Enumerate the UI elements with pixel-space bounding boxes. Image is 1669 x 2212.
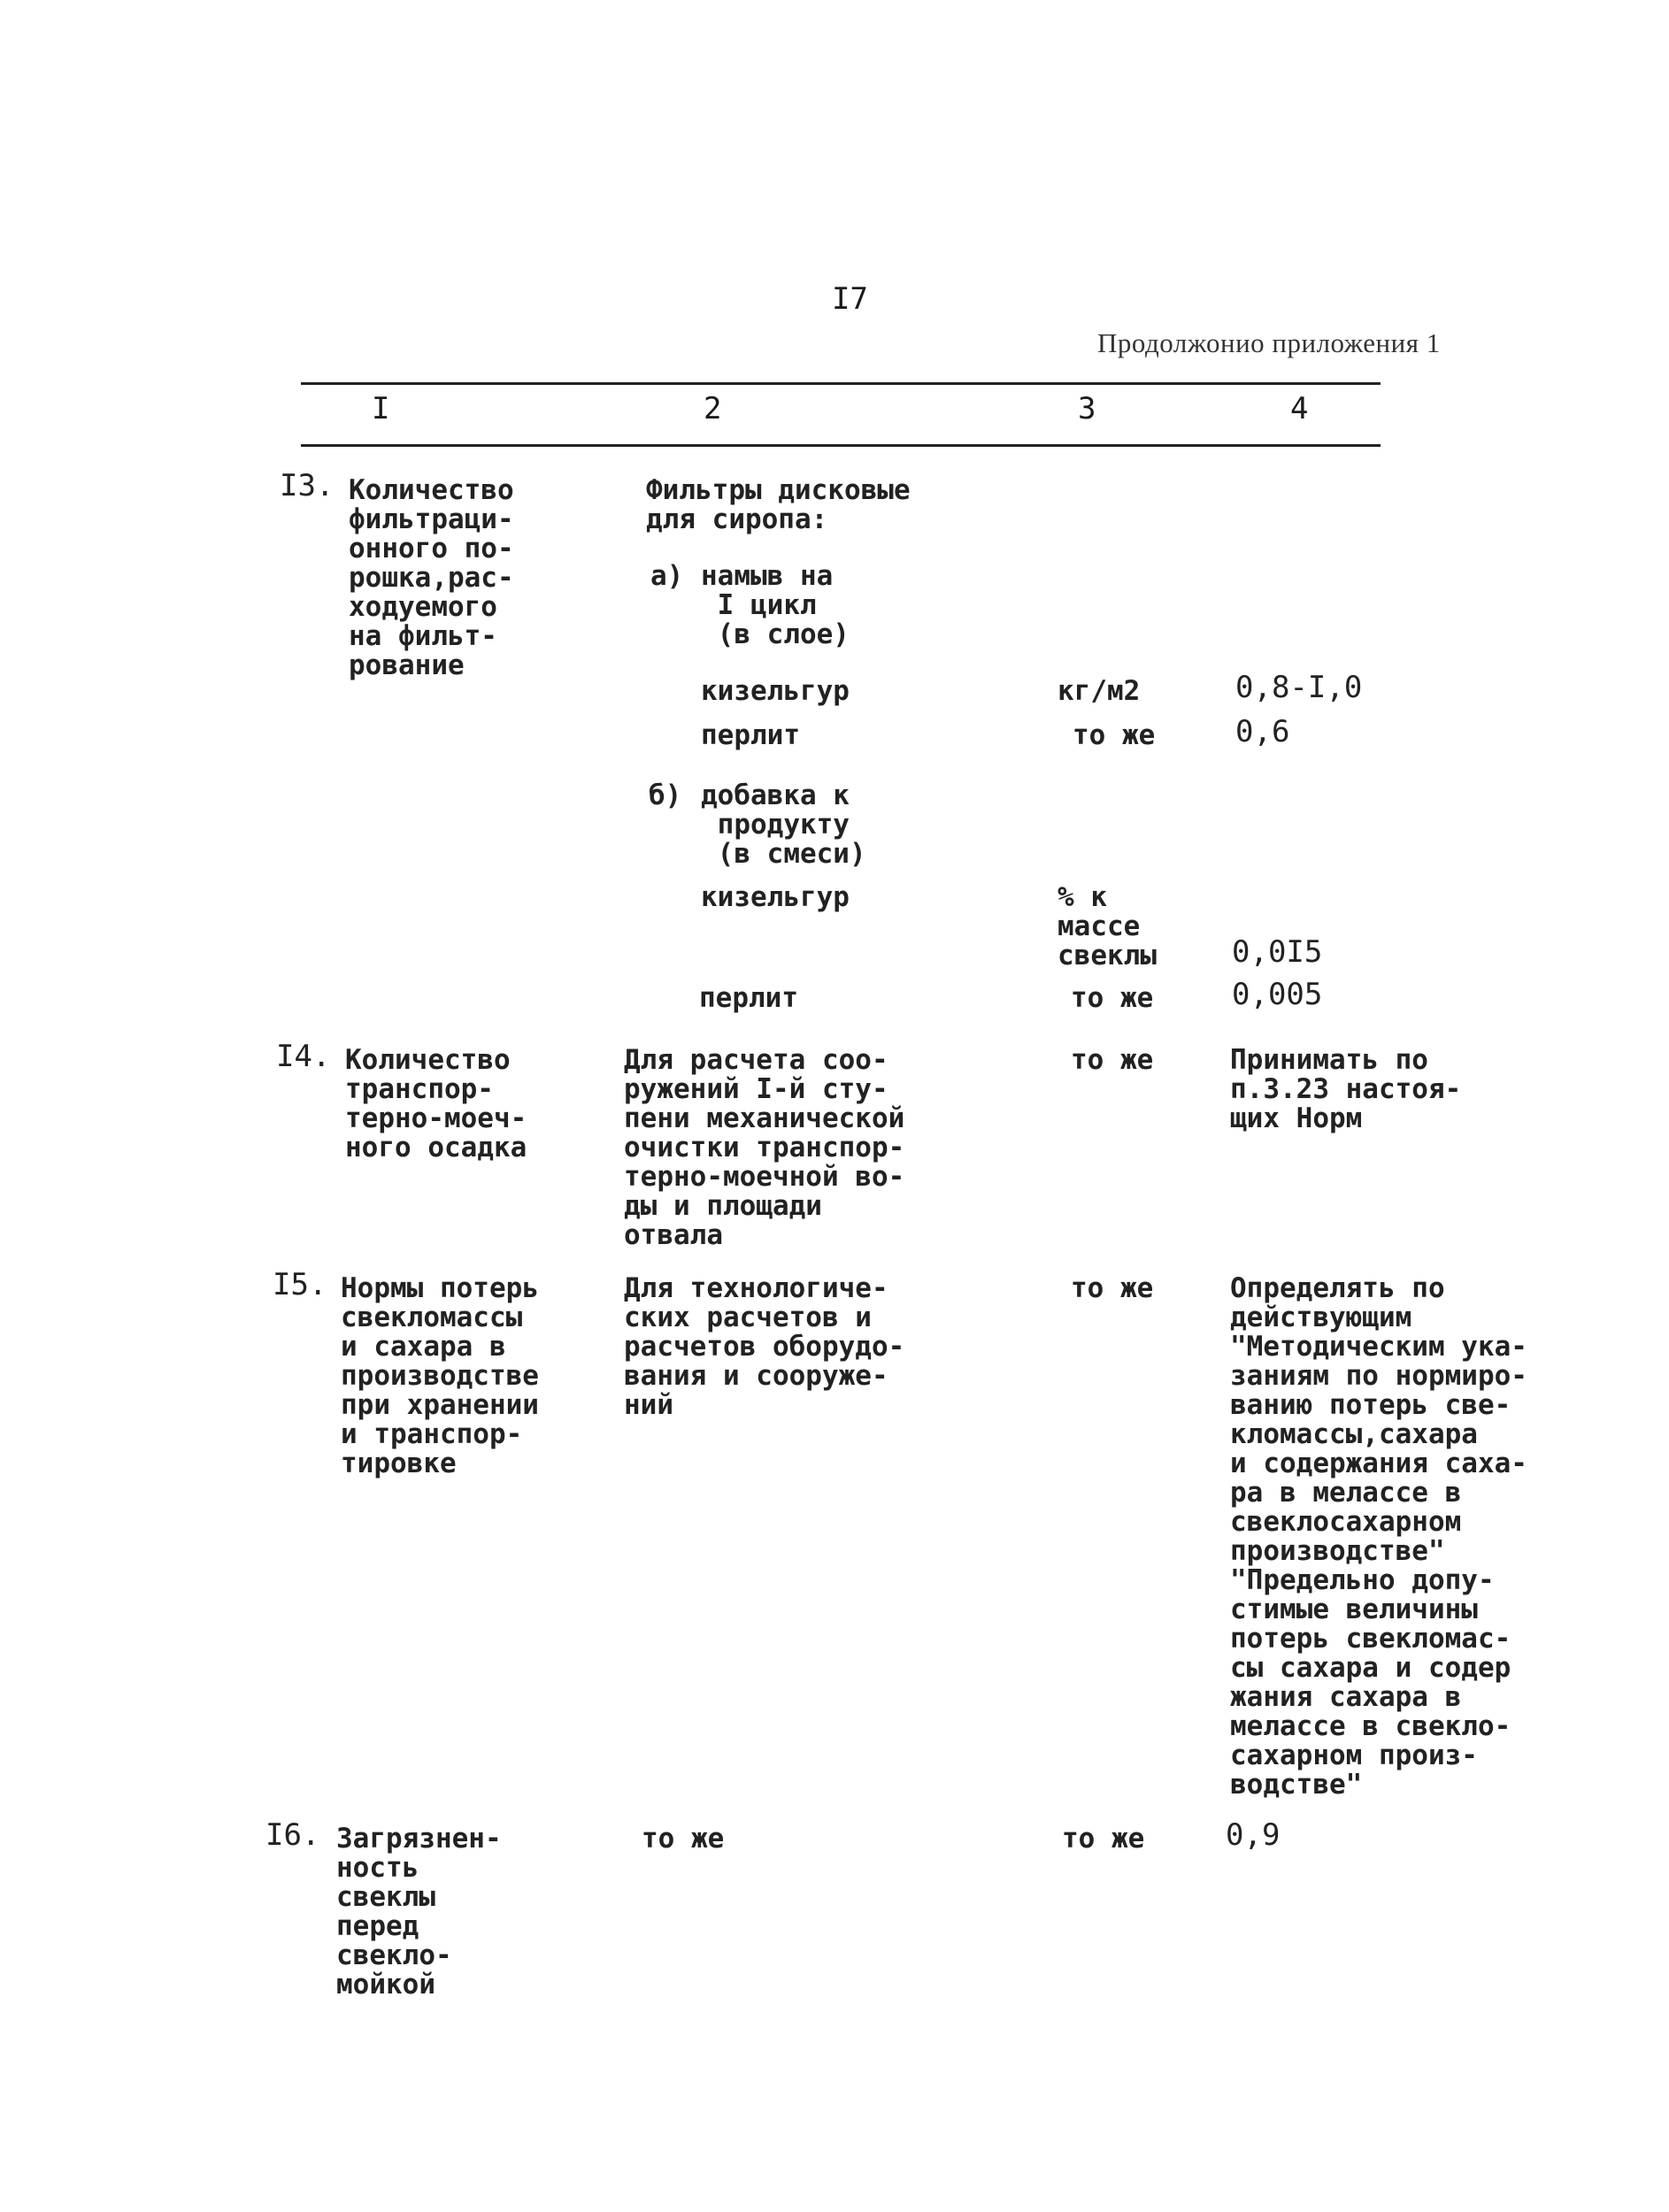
row-15-item: Нормы потерь свекломассы и сахара в производстве при хранении и транспор- тировке [341,1272,539,1479]
row-13-item: Количество фильтраци- онного по- рошка,рас- ходуемого на фильт- рование [349,474,514,681]
column-header-2: 2 [704,391,722,426]
row-14-item: Количество транспор- терно-моеч- ного осадка [345,1044,527,1164]
row-13-sub-a-label: а) [650,560,684,592]
row-14-purpose: Для расчета соо- ружений I-й сту- пени механической очистки транспор- терно-моечной во- ды и площади отвала [624,1044,905,1251]
row-15-unit: то же [1071,1272,1154,1304]
row-16-value: 0,9 [1226,1817,1281,1853]
row-13-number: I3. [280,468,335,503]
row-13-line-2-unit: то же [1073,719,1156,751]
row-13-line-3-unit: % к массе свеклы [1058,881,1157,972]
row-16-number: I6. [265,1817,320,1853]
row-13-sub-b-label: б) [649,780,682,811]
row-13-line-4-name: перлит [699,982,798,1014]
row-15-value: Определять по действующим "Методическим ука- заниям по нормиро- ванию потерь све- кломассы,сахара и содержания саха- ра в мелассе в свеклосахарном производстве" "Предельно допу- стимые величины потерь свекломас- сы сахара и содер жания сахара в мелассе в свекло- сахарном произ- водстве" [1230,1272,1527,1801]
row-13-line-2-value: 0,6 [1235,714,1290,749]
row-14-number: I4. [276,1039,331,1074]
row-16-item: Загрязнен- ность свеклы перед свекло- мойкой [336,1823,502,2001]
column-header-4: 4 [1290,391,1309,426]
row-13-line-3-name: кизельгур [701,881,850,913]
row-13-sub-a-text: намыв на I цикл (в слое) [701,560,850,650]
column-header-1: I [372,391,390,426]
row-13-line-2-name: перлит [701,719,800,751]
row-14-unit: то же [1071,1044,1154,1076]
row-13-sub-b-text: добавка к продукту (в смеси) [701,780,866,870]
table-top-rule [301,382,1381,385]
continuation-label: Продолжонио приложения 1 [1097,327,1441,358]
row-14-value: Принимать по п.3.23 настоя- щих Норм [1230,1044,1462,1134]
row-13-line-3-value: 0,0I5 [1232,934,1323,970]
row-15-purpose: Для технологиче- ских расчетов и расчетов оборудо- вания и сооруже- ний [624,1272,905,1421]
table-header-rule [301,444,1381,447]
row-13-line-1-value: 0,8-I,0 [1235,670,1363,705]
row-13-line-4-unit: то же [1071,982,1154,1014]
row-13-line-1-unit: кг/м2 [1058,675,1141,707]
column-header-3: 3 [1078,391,1096,426]
row-16-purpose: то же [642,1823,725,1855]
row-13-line-4-value: 0,005 [1232,977,1323,1012]
row-13-line-1-name: кизельгур [701,675,850,707]
row-13-intro: Фильтры дисковые для сиропа: [646,474,911,535]
row-15-number: I5. [273,1267,327,1302]
row-16-unit: то же [1062,1823,1145,1855]
page-number: I7 [832,281,868,317]
